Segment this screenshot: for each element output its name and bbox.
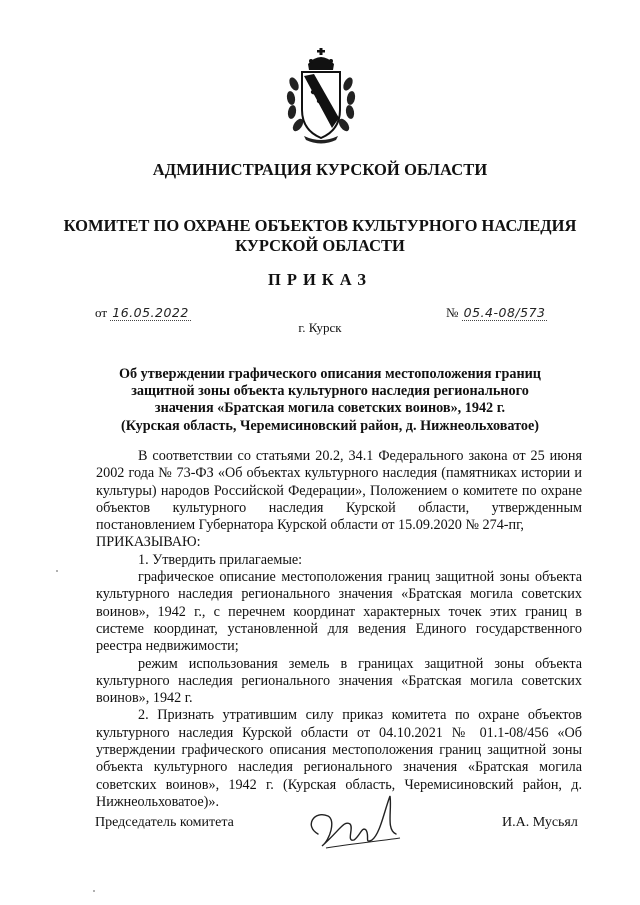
committee-title xyxy=(0,216,640,256)
document-type: ПРИКАЗ xyxy=(268,270,372,289)
preamble: В соответствии со статьями 20.2, 34.1 Федерального закона от 25 июня 2002 года № 73-ФЗ «Об объектах культурного наследия (памятниках истории и культуры) народов Российской Федерации», Положением о комитете по охране объектов культурного наследия Курской области, утвержденным постановлением Губернатора Курской области от 15.09.2020 № 274-пг, xyxy=(96,448,582,534)
committee-title-line2: КУРСКОЙ ОБЛАСТИ xyxy=(235,236,405,255)
order-body xyxy=(96,448,582,811)
order-number xyxy=(446,305,547,321)
item-1a: графическое описание местоположения границ защитной зоны объекта культурного наследия регионального значения «Братская могила советских воинов», 1942 г., с перечнем координат характерных точек этих границ в системе координат, установленной для ведения Единого государственного реестра недвижимости; xyxy=(96,569,582,655)
coat-of-arms-icon xyxy=(284,48,358,148)
scan-speck xyxy=(93,890,95,892)
number-prefix: № xyxy=(446,305,459,320)
order-word: ПРИКАЗЫВАЮ: xyxy=(96,534,201,551)
date-value: 16.05.2022 xyxy=(112,305,189,320)
handwritten-signature xyxy=(300,790,410,855)
committee-title-line1: КОМИТЕТ ПО ОХРАНЕ ОБЪЕКТОВ КУЛЬТУРНОГО НАСЛЕДИЯ xyxy=(63,216,577,235)
subject-line4: (Курская область, Черемисиновский район, д. Нижнеольховатое) xyxy=(121,417,539,434)
city: г. Курск xyxy=(298,320,342,335)
signer-position: Председатель комитета xyxy=(95,815,234,830)
order-date xyxy=(95,305,191,321)
subject-line1: Об утверждении графического описания местоположения границ xyxy=(118,366,541,382)
subject-line2: защитной зоны объекта культурного наследия регионального xyxy=(131,383,529,400)
item-1b: режим использования земель в границах защитной зоны объекта культурного наследия регионального значения «Братская могила советских воинов», 1942 г. xyxy=(96,655,582,707)
item-1: 1. Утвердить прилагаемые: xyxy=(138,551,303,568)
subject-line3: значения «Братская могила советских воинов», 1942 г. xyxy=(154,400,506,417)
number-value: 05.4-08/573 xyxy=(463,305,546,320)
signer-name: И.А. Мусьял xyxy=(502,815,578,830)
administration-title: АДМИНИСТРАЦИЯ КУРСКОЙ ОБЛАСТИ xyxy=(152,160,488,179)
scan-speck xyxy=(56,570,58,572)
date-prefix: от xyxy=(95,305,108,320)
item-2: 2. Признать утратившим силу приказ комитета по охране объектов культурного наследия Курской области от 04.10.2021 № 01.1-08/456 «Об утверждении графического описания местоположения границ защитной зоны объекта культурного наследия регионального значения «Братская могила советских воинов», 1942 г. (Курская область, Черемисиновский район, д. Нижнеольховатое)». xyxy=(96,707,582,810)
order-subject xyxy=(90,366,570,435)
